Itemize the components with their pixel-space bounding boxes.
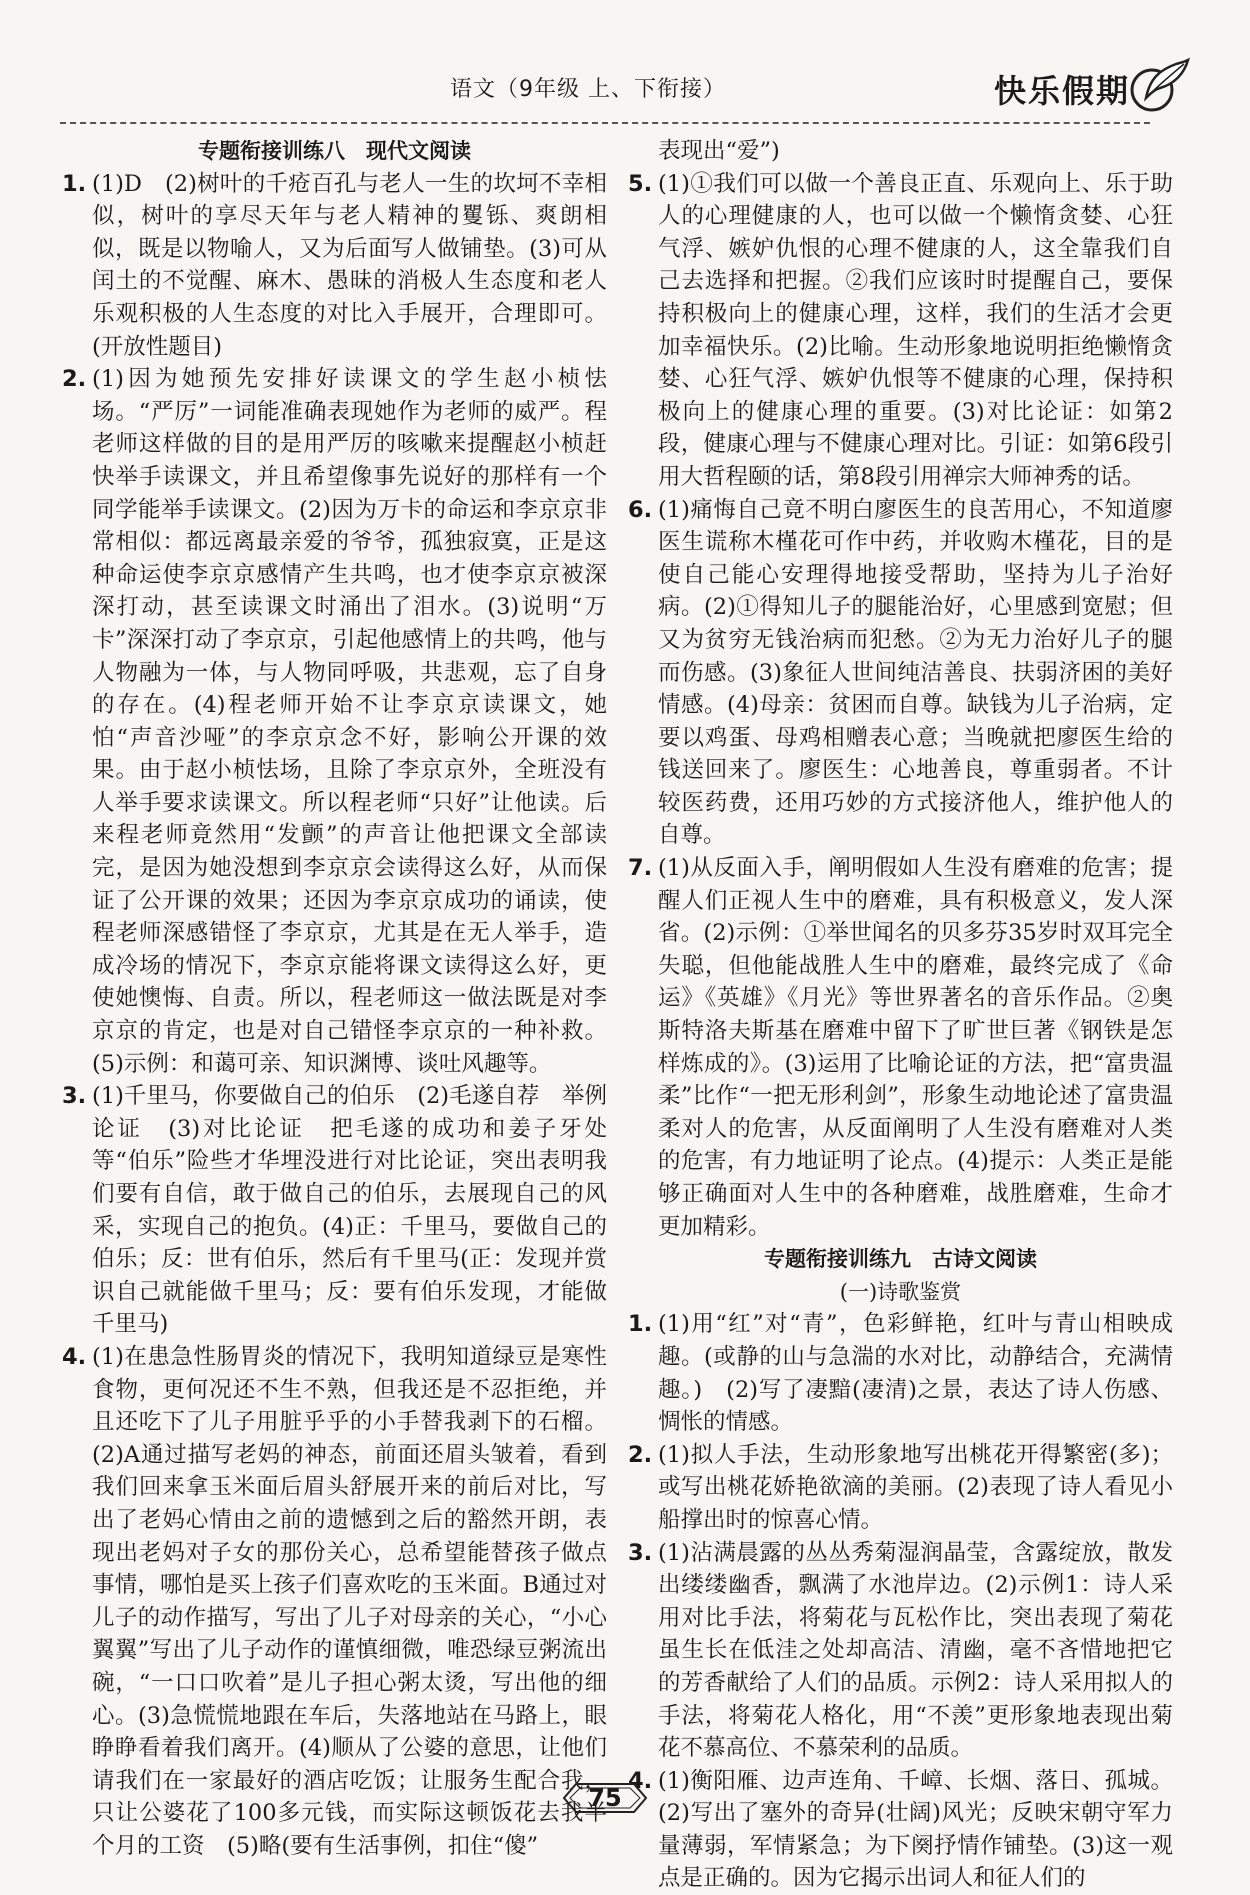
header-divider (60, 122, 1150, 124)
answer-text: (1)①我们可以做一个善良正直、乐观向上、乐于助人的心理健康的人，也可以做一个懒惰贪婪、心狂气浮、嫉妒仇恨的心理不健康的人，这全靠我们自己去选择和把握。②我们应该时时提醒自己，要保持积极向上的健康心理，这样，我们的生活才会更加幸福快乐。(2)比喻。生动形象地说明拒绝懒惰贪婪、心狂气浮、嫉妒仇恨等不健康的心理，保持积极向上的健康心理的重要。(3)对比论证：如第2段，健康心理与不健康心理对比。引证：如第6段引用大哲程颐的话，第8段引用禅宗大师神秀的话。 (658, 170, 1173, 490)
answer-text: (1)沾满晨露的丛丛秀菊湿润晶莹，含露绽放，散发出缕缕幽香，飘满了水池岸边。(2)示例1：诗人采用对比手法，将菊花与瓦松作比，突出表现了菊花虽生长在低洼之处却高洁、清幽，毫不吝惜地把它的芳香献给了人们的品质。示例2：诗人采用拟人的手法，将菊花人格化，用“不羡”更形象地表现出菊花不慕高位、不慕荣利的品质。 (658, 1539, 1173, 1762)
continued-text: 表现出“爱”) (658, 138, 780, 164)
section-title-8: 专题衔接训练八 现代文阅读 (198, 139, 471, 163)
answer-number: 1. (62, 170, 87, 197)
answer-item (628, 1537, 1173, 1765)
answer-number: 7. (628, 855, 653, 882)
answer-item (62, 168, 607, 364)
answer-text: (1)千里马，你要做自己的伯乐 (2)毛遂自荐 举例论证 (3)对比论证 把毛遂的成功和姜子牙处等“伯乐”险些才华埋没进行对比论证，突出表明我们要有自信，敢于做自己的伯乐，去展现自己的风采，实现自己的抱负。(4)正：千里马，要做自己的伯乐；反：世有伯乐，然后有千里马(正：发现并赏识自己就能做千里马；反：要有伯乐发现，才能做千里马) (92, 1083, 607, 1338)
answer-text: (1)在患急性肠胃炎的情况下，我明知道绿豆是寒性食物，更何况还不生不熟，但我还是不忍拒绝，并且还吃下了儿子用脏乎乎的小手替我剥下的石榴。(2)A通过描写老妈的神态，前面还眉头皱着，看到我们回来拿玉米面后眉头舒展开来的前后对比，写出了老妈心情由之前的遗憾到之后的豁然开朗，表现出老妈对子女的那份关心，总希望能替孩子做点事情，哪怕是买上孩子们喜欢吃的玉米面。B通过对儿子的动作描写，写出了儿子对母亲的关心，“小心翼翼”写出了儿子动作的谨慎细微，唯恐绿豆粥流出碗，“一口口吹着”是儿子担心粥太烫，写出他的细心。(3)急慌慌地跟在车后，失落地站在马路上，眼睁睁看着我们离开。(4)顺从了公婆的意思，让他们请我们在一家最好的酒店吃饭；让服务生配合我，只让公婆花了100多元钱，而实际这顿饭花去我半个月的工资 (5)略(要有生活事例，扣住“傻” (92, 1343, 607, 1859)
answer-number: 4. (62, 1343, 87, 1370)
answer-text: (1)用“红”对“青”，色彩鲜艳，红叶与青山相映成趣。(或静的山与急湍的水对比，动静结合，充满情趣。) (2)写了凄黯(凄清)之景，表达了诗人伤感、惆怅的情感。 (658, 1311, 1173, 1436)
answer-number: 2. (62, 366, 87, 393)
answer-number: 5. (628, 170, 653, 197)
answer-item (628, 1308, 1173, 1438)
answer-item (62, 1341, 607, 1863)
answer-number: 2. (628, 1441, 653, 1468)
answer-number: 6. (628, 496, 653, 523)
answer-text: (1)从反面入手，阐明假如人生没有磨难的危害；提醒人们正视人生中的磨难，具有积极意义，发人深省。(2)示例：①举世闻名的贝多芬35岁时双耳完全失聪，但他能战胜人生中的磨难，最终完成了《命运》《英雄》《月光》等世界著名的音乐作品。②奥斯特洛夫斯基在磨难中留下了旷世巨著《钢铁是怎样炼成的》。(3)运用了比喻论证的方法，把“富贵温柔”比作“一把无形利剑”，形象生动地论述了富贵温柔对人的危害，从反面阐明了人生没有磨难对人类的危害，有力地证明了论点。(4)提示：人类正是能够正确面对人生中的各种磨难，战胜磨难，生命才更加精彩。 (658, 855, 1173, 1240)
answer-text: (1)拟人手法，生动形象地写出桃花开得繁密(多)；或写出桃花娇艳欲滴的美丽。(2)表现了诗人看见小船撑出时的惊喜心情。 (658, 1441, 1173, 1533)
page-number (560, 1778, 650, 1818)
answer-text: (1)D (2)树叶的千疮百孔与老人一生的坎坷不幸相似，树叶的享尽天年与老人精神的矍铄、爽朗相似，既是以物喻人，又为后面写人做铺垫。(3)可从闰土的不觉醒、麻木、愚昧的消极人生态度和老人乐观积极的人生态度的对比入手展开，合理即可。(开放性题目) (92, 170, 607, 360)
answer-number: 3. (62, 1083, 87, 1110)
right-column (628, 135, 1173, 1892)
subject-label: 语文（9年级 上、下衔接） (450, 77, 726, 102)
brand-title: 快乐假期 (993, 72, 1130, 110)
section-title-9: 专题衔接训练九 古诗文阅读 (764, 1247, 1037, 1272)
answer-item (628, 168, 1173, 494)
answer-item (62, 1080, 607, 1341)
answer-item (628, 852, 1173, 1243)
answer-item (62, 363, 607, 1080)
answer-text: (1)痛悔自己竟不明白廖医生的良苦用心，不知道廖医生谎称木槿花可作中药，并收购木槿花，目的是使自己能心安理得地接受帮助，坚持为儿子治好病。(2)①得知儿子的腿能治好，心里感到宽慰；但又为贫穷无钱治病而犯愁。②为无力治好儿子的腿而伤感。(3)象征人世间纯洁善良、扶弱济困的美好情感。(4)母亲：贫困而自尊。缺钱为儿子治病，定要以鸡蛋、母鸡相赠表心意；当晚就把廖医生给的钱送回来了。廖医生：心地善良，尊重弱者。不计较医药费，还用巧妙的方式接济他人，维护他人的自尊。 (658, 496, 1173, 849)
page-header (60, 62, 1190, 118)
answer-number: 3. (628, 1539, 653, 1566)
page-number-text: 75 (588, 1784, 622, 1812)
answer-text: (1)因为她预先安排好读课文的学生赵小桢怯场。“严厉”一词能准确表现她作为老师的威严。程老师这样做的目的是用严厉的咳嗽来提醒赵小桢赶快举手读课文，并且希望像事先说好的那样有一个同学能举手读课文。(2)因为万卡的命运和李京京非常相似：都远离最亲爱的爷爷，孤独寂寞，正是这种命运使李京京感情产生共鸣，也才使李京京被深深打动，甚至读课文时涌出了泪水。(3)说明“万卡”深深打动了李京京，引起他感情上的共鸣，他与人物融为一体，与人物同呼吸，共悲观，忘了自身的存在。(4)程老师开始不让李京京读课文，她怕“声音沙哑”的李京京念不好，影响公开课的效果。由于赵小桢怯场，且除了李京京外，全班没有人举手要求读课文。所以程老师“只好”让他读。后来程老师竟然用“发颤”的声音让他把课文全部读完，是因为她没想到李京京会读得这么好，从而保证了公开课的效果；还因为李京京成功的诵读，使程老师深感错怪了李京京，尤其是在无人举手，造成冷场的情况下，李京京能将课文读得这么好，更使她懊悔、自责。所以，程老师这一做法既是对李京京的肯定，也是对自己错怪李京京的一种补救。(5)示例：和蔼可亲、知识渊博、谈吐风趣等。 (92, 366, 607, 1077)
answer-item (628, 1439, 1173, 1537)
answer-text: (1)衡阳雁、边声连角、千嶂、长烟、落日、孤城。(2)写出了塞外的奇异(壮阔)风光；反映宋朝守军力量薄弱，军情紧急；为下阕抒情作铺垫。(3)这一观点是正确的。因为它揭示出词人和征人们的 (658, 1767, 1173, 1892)
answer-item (628, 494, 1173, 853)
answer-number: 1. (628, 1311, 653, 1338)
leaf-logo-icon (1126, 54, 1190, 118)
answer-number: 4. (628, 1767, 653, 1794)
subsection-title: (一)诗歌鉴赏 (839, 1279, 962, 1304)
answer-item (628, 1765, 1173, 1895)
